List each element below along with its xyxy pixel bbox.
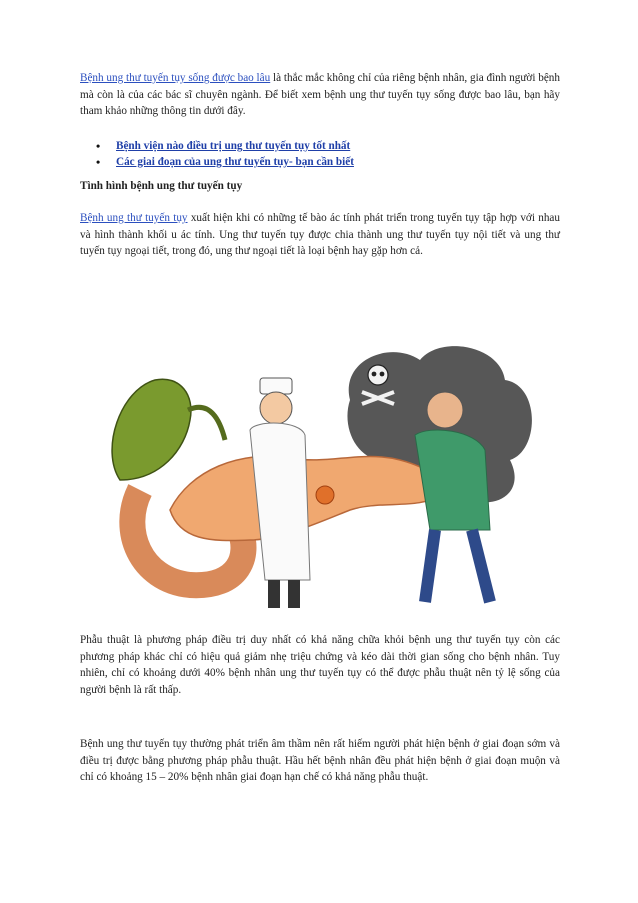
gallbladder (112, 379, 191, 480)
related-links-list (96, 138, 556, 170)
doctor-figure (250, 378, 310, 608)
tumor (316, 486, 334, 504)
paragraph-2: Phẫu thuật là phương pháp điều trị duy nhất có khả năng chữa khỏi bệnh ung thư tuyến tụy còn các phương pháp khác chỉ có hiệu quả giảm nhẹ triệu chứng và kéo dài thời gian sống cho bệnh nhân. Tuy nhiên, chỉ có khoảng dưới 40% bệnh nhân ung thư tuyến tụy có thể được phẫu thuật nên tỷ lệ sống của người bệnh là rất thấp. (80, 634, 560, 696)
paragraph-1 (80, 210, 560, 260)
section-heading: Tình hình bệnh ung thư tuyến tụy (80, 180, 243, 192)
intro-paragraph (80, 70, 560, 120)
list-item (96, 138, 556, 154)
related-link-best-hospital[interactable]: Bệnh viện nào điều trị ung thư tuyến tụy tốt nhất (116, 140, 351, 152)
related-link-stages[interactable]: Các giai đoạn của ung thư tuyến tụy- bạn cần biết (116, 156, 354, 168)
paragraph-3: Bệnh ung thư tuyến tụy thường phát triển âm thầm nên rất hiếm người phát hiện bệnh ở giai đoạn sớm và điều trị được bằng phương pháp phẫu thuật. Hầu hết bệnh nhân đều phát hiện bệnh ở giai đoạn muộn và chỉ có khoảng 15 – 20% bệnh nhân giai đoạn hạn chế có khả năng phẫu thuật. (80, 738, 560, 784)
intro-link[interactable]: Bệnh ung thư tuyến tụy sống được bao lâu (80, 72, 271, 84)
para1-text: xuất hiện khi có những tế bào ác tính phát triển trong tuyến tụy tập hợp với nhau và hình thành khối u ác tính. Ung thư tuyến tụy được chia thành ung thư tuyến tụy nội tiết và ung thư tuyến tụy ngoại tiết, trong đó, ung thư ngoại tiết là loại bệnh hay gặp hơn cả. (80, 212, 560, 258)
pancreas-illustration (100, 340, 540, 610)
intro-text: là thắc mắc không chỉ của riêng bệnh nhân, gia đình người bệnh mà còn là của các bác sĩ chuyên ngành. Để biết xem bệnh ung thư tuyến tụy sống được bao lâu, bạn hãy tham khảo những thông tin dưới đây. (80, 72, 560, 118)
para1-link[interactable]: Bệnh ung thư tuyến tụy (80, 212, 188, 224)
list-item (96, 154, 556, 170)
